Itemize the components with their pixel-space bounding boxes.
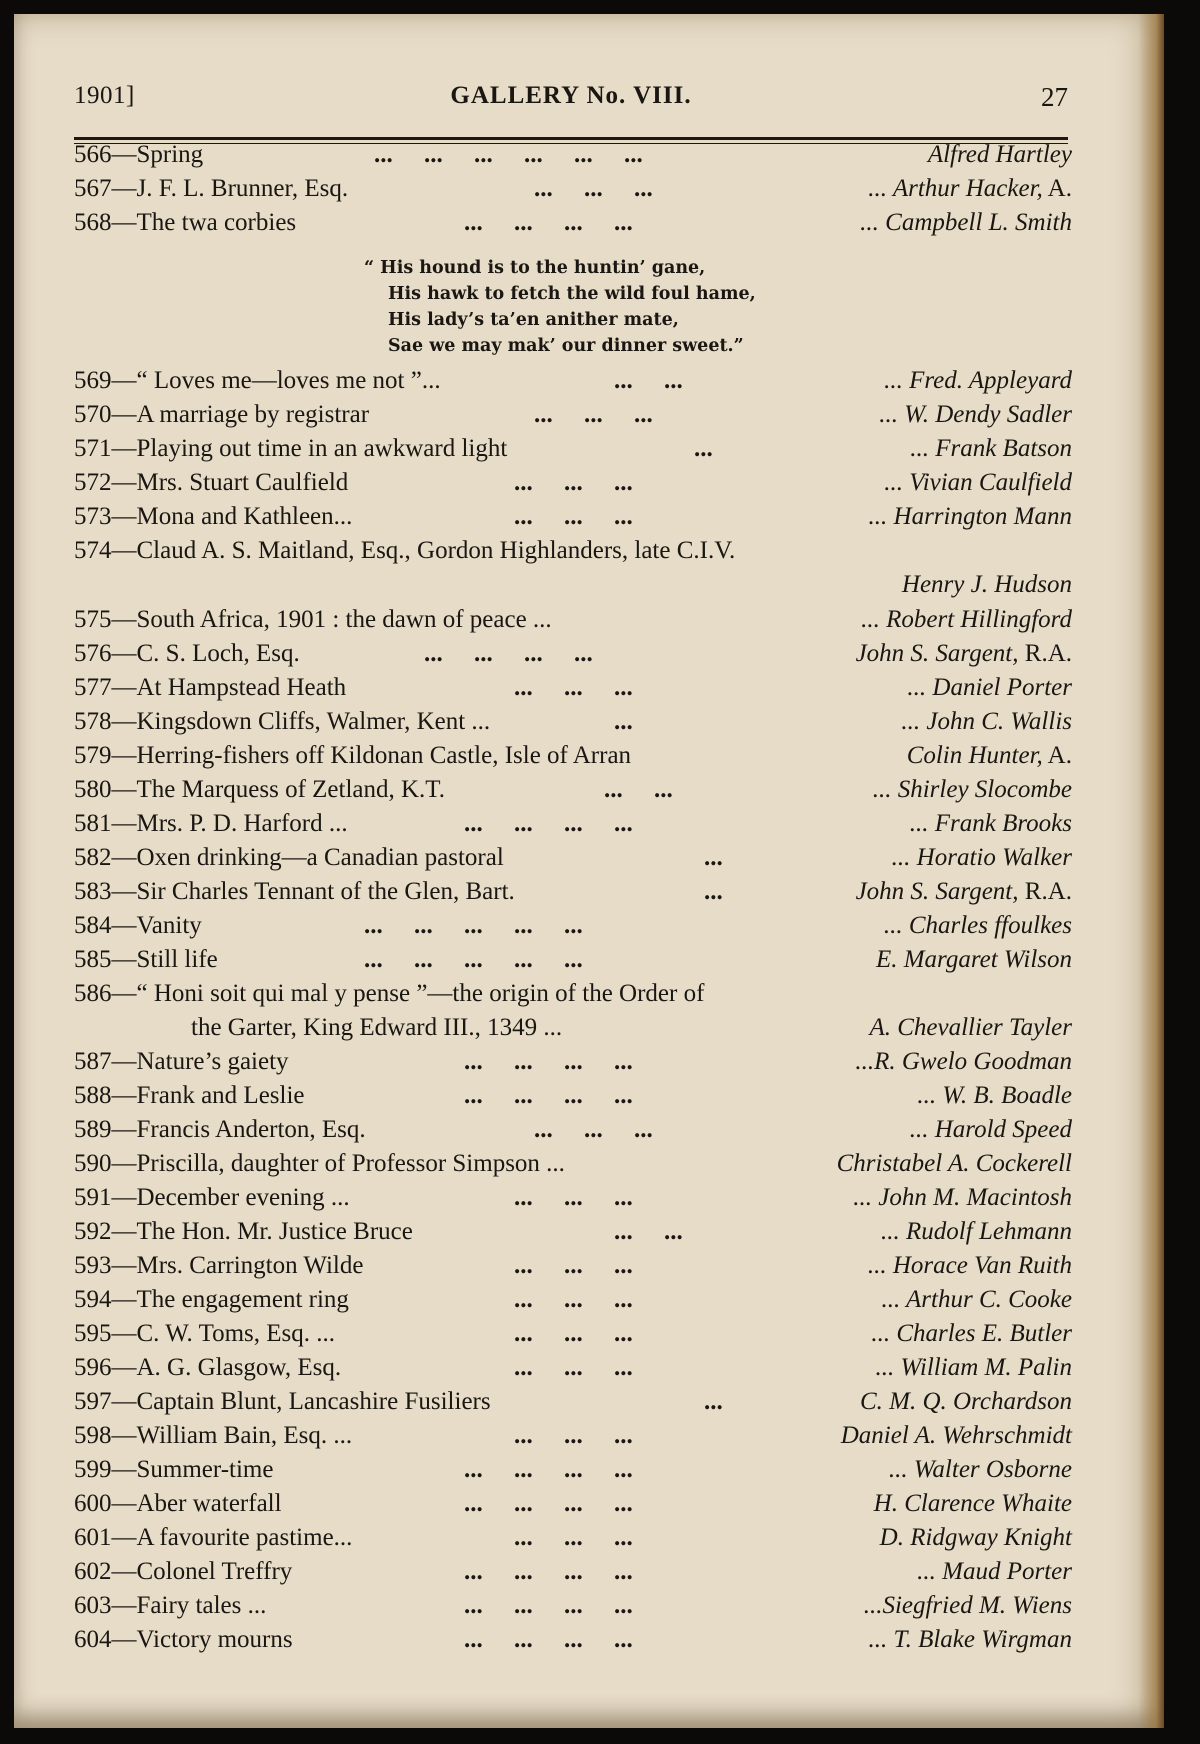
catalogue-entry (74, 980, 1072, 1014)
entry-artist (876, 946, 1072, 974)
quote-line: His lady’s ta’en anither mate, (388, 310, 679, 330)
dot-leaders: ... ... ... ... (464, 810, 633, 837)
catalogue-entry (74, 1388, 1072, 1422)
entry-title: 581—Mrs. P. D. Harford ... (74, 810, 348, 837)
artist-name: ...R. Gwelo Goodman (855, 1048, 1072, 1075)
entry-title: 575—South Africa, 1901 : the dawn of peace ... (74, 606, 552, 633)
entry-artist (892, 844, 1072, 872)
entry-title: 604—Victory mourns (74, 1626, 293, 1653)
artist-name: ... Arthur C. Cooke (881, 1286, 1072, 1313)
entry-title: 566—Spring (74, 141, 204, 168)
dot-leaders: ... ... (614, 1218, 683, 1245)
dot-leaders: ... ... ... ... ... ... (374, 141, 643, 168)
artist-name: ... Campbell L. Smith (860, 209, 1072, 236)
dot-leaders: ... ... ... (514, 469, 633, 496)
catalogue-entry (74, 1252, 1072, 1286)
artist-name: ... Maud Porter (917, 1558, 1072, 1585)
entry-title: 587—Nature’s gaiety (74, 1048, 289, 1075)
entry-title: 591—December evening ... (74, 1184, 350, 1211)
entry-title: 573—Mona and Kathleen... (74, 503, 353, 530)
catalogue-entry (74, 640, 1072, 674)
entry-title: 602—Colonel Treffry (74, 1558, 293, 1585)
catalogue-entry (74, 708, 1072, 742)
entry-artist (928, 141, 1072, 169)
entry-artist (884, 912, 1072, 940)
catalogue-entry (74, 878, 1072, 912)
entry-title: 598—William Bain, Esq. ... (74, 1422, 353, 1449)
catalogue-entry (74, 1116, 1072, 1150)
entry-title: 594—The engagement ring (74, 1286, 349, 1313)
entry-title: 567—J. F. L. Brunner, Esq. (74, 175, 349, 202)
entry-artist (901, 708, 1072, 736)
entry-title: 601—A favourite pastime... (74, 1524, 353, 1551)
artist-name: John S. Sargent, (855, 878, 1019, 905)
entry-artist (910, 435, 1072, 463)
catalogue-entry (74, 1456, 1072, 1490)
artist-name: Henry J. Hudson (901, 571, 1072, 598)
dot-leaders: ... ... ... (514, 1286, 633, 1313)
entry-artist (880, 1524, 1072, 1552)
artist-name: John S. Sargent, (855, 640, 1019, 667)
entry-artist (910, 1116, 1072, 1144)
artist-name: ... Frank Batson (910, 435, 1072, 462)
catalogue-entry (74, 912, 1072, 946)
entry-title: 572—Mrs. Stuart Caulfield (74, 469, 349, 496)
quote-line: His hawk to fetch the wild foul hame, (388, 284, 756, 304)
entry-artist (860, 1388, 1072, 1416)
entry-artist (869, 1014, 1072, 1042)
entry-artist (855, 1048, 1072, 1076)
entry-artist (853, 1184, 1072, 1212)
artist-name: ... Vivian Caulfield (884, 469, 1072, 496)
entry-title: 603—Fairy tales ... (74, 1592, 267, 1619)
artist-name: ... Rudolf Lehmann (881, 1218, 1072, 1245)
entry-artist (917, 1082, 1072, 1110)
dot-leaders: ... ... ... (514, 1320, 633, 1347)
entry-title: 589—Francis Anderton, Esq. (74, 1116, 366, 1143)
header-rule-thick (74, 137, 1068, 140)
entry-title: 599—Summer-time (74, 1456, 274, 1483)
catalogue-entry (74, 401, 1072, 435)
catalogue-entry (74, 946, 1072, 980)
entry-artist (881, 1286, 1072, 1314)
dot-leaders: ... ... ... ... (464, 1082, 633, 1109)
artist-name: Alfred Hartley (927, 141, 1072, 168)
artist-name: ... Harrington Mann (868, 503, 1072, 530)
dot-leaders: ... (694, 435, 713, 462)
entry-artist (910, 810, 1072, 838)
dot-leaders: ... (704, 878, 723, 905)
entry-title: 592—The Hon. Mr. Justice Bruce (74, 1218, 413, 1245)
catalogue-entry (74, 1558, 1072, 1592)
entry-artist (837, 1150, 1072, 1178)
catalogue-page (14, 14, 1164, 1728)
catalogue-entry (74, 1422, 1072, 1456)
dot-leaders: ... ... ... ... (464, 1592, 633, 1619)
entry-artist (889, 1456, 1072, 1484)
entry-title: the Garter, King Edward III., 1349 ... (191, 1014, 563, 1041)
entry-artist (907, 742, 1072, 770)
artist-name: ... John C. Wallis (901, 708, 1072, 735)
catalogue-entry (74, 1150, 1072, 1184)
entry-title: 580—The Marquess of Zetland, K.T. (74, 776, 445, 803)
entry-artist (871, 1320, 1072, 1348)
artist-name: ... Horatio Walker (891, 844, 1072, 871)
catalogue-entry (74, 1592, 1072, 1626)
artist-name: ... Arthur Hacker, (868, 175, 1043, 202)
dot-leaders: ... ... ... (534, 1116, 653, 1143)
artist-honour: A. (1042, 742, 1072, 769)
page-number: 27 (1041, 82, 1068, 112)
entry-title: 590—Priscilla, daughter of Professor Simpson ... (74, 1150, 565, 1177)
catalogue-entry (74, 1184, 1072, 1218)
quote-line: Sae we may mak’ our dinner sweet.” (388, 336, 744, 356)
entry-artist (874, 1490, 1072, 1518)
artist-name: ... Shirley Slocombe (872, 776, 1072, 803)
entry-title: 568—The twa corbies (74, 209, 297, 236)
artist-honour: R.A. (1018, 640, 1072, 667)
dot-leaders: ... ... ... (514, 674, 633, 701)
dot-leaders: ... ... ... (514, 1422, 633, 1449)
catalogue-entry (74, 1218, 1072, 1252)
artist-name: ... Daniel Porter (907, 674, 1072, 701)
quote-line: “ His hound is to the huntin’ gane, (364, 258, 706, 278)
dot-leaders: ... ... ... (534, 401, 653, 428)
artist-name: C. M. Q. Orchardson (859, 1388, 1072, 1415)
entry-artist (875, 1354, 1072, 1382)
catalogue-entry (74, 742, 1072, 776)
dot-leaders: ... ... ... ... ... (364, 912, 583, 939)
entry-artist (902, 571, 1072, 599)
artist-name: A. Chevallier Tayler (869, 1014, 1072, 1041)
dot-leaders: ... ... (614, 367, 683, 394)
artist-name: ...Siegfried M. Wiens (863, 1592, 1072, 1619)
artist-name: ... T. Blake Wirgman (868, 1626, 1072, 1653)
page-edge-shading (1138, 14, 1164, 1728)
artist-name: ... Frank Brooks (909, 810, 1072, 837)
entry-title: 574—Claud A. S. Maitland, Esq., Gordon Highlanders, late C.I.V. (74, 537, 736, 564)
artist-name: D. Ridgway Knight (879, 1524, 1072, 1551)
artist-name: ... W. Dendy Sadler (879, 401, 1072, 428)
artist-name: H. Clarence Whaite (873, 1490, 1072, 1517)
dot-leaders: ... ... ... ... (464, 1048, 633, 1075)
dot-leaders: ... ... ... ... ... (364, 946, 583, 973)
dot-leaders: ... (614, 708, 633, 735)
catalogue-entry (74, 606, 1072, 640)
artist-name: ... Harold Speed (909, 1116, 1072, 1143)
dot-leaders: ... ... ... ... (464, 1456, 633, 1483)
catalogue-entry (74, 209, 1072, 243)
catalogue-entry (74, 537, 1072, 598)
dot-leaders: ... ... ... ... (464, 1626, 633, 1653)
entry-artist (864, 1592, 1072, 1620)
entry-title: 577—At Hampstead Heath (74, 674, 347, 701)
catalogue-entry (74, 776, 1072, 810)
dot-leaders: ... ... ... (514, 1354, 633, 1381)
artist-name: Christabel A. Cockerell (836, 1150, 1072, 1177)
entry-title: 583—Sir Charles Tennant of the Glen, Bart. (74, 878, 515, 905)
dot-leaders: ... (704, 1388, 723, 1415)
entry-artist (869, 1626, 1072, 1654)
entry-artist (856, 640, 1072, 668)
entry-title: 585—Still life (74, 946, 218, 973)
entry-title: 576—C. S. Loch, Esq. (74, 640, 300, 667)
catalogue-entry (74, 141, 1072, 175)
artist-name: ... Fred. Appleyard (884, 367, 1072, 394)
entry-title: 593—Mrs. Carrington Wilde (74, 1252, 364, 1279)
entry-title: 586—“ Honi soit qui mal y pense ”—the origin of the Order of (74, 980, 705, 1007)
entry-title: 600—Aber waterfall (74, 1490, 282, 1517)
entry-title: 584—Vanity (74, 912, 202, 939)
entry-artist (856, 878, 1072, 906)
entry-artist (868, 1252, 1072, 1280)
entry-title: 579—Herring-fishers off Kildonan Castle, Isle of Arran (74, 742, 632, 769)
catalogue-entry (74, 1490, 1072, 1524)
entry-artist (884, 367, 1072, 395)
entry-artist (869, 503, 1072, 531)
verse-quote (364, 255, 844, 359)
artist-name: ... William M. Palin (875, 1354, 1072, 1381)
dot-leaders: ... ... ... ... (464, 1558, 633, 1585)
entry-title: 570—A marriage by registrar (74, 401, 370, 428)
catalogue-entry (74, 469, 1072, 503)
catalogue-entry (74, 1626, 1072, 1660)
dot-leaders: ... ... ... ... (464, 1490, 633, 1517)
entry-title: 571—Playing out time in an awkward light (74, 435, 508, 462)
catalogue-entry (74, 844, 1072, 878)
artist-name: ... Robert Hillingford (861, 606, 1072, 633)
artist-name: ... Charles E. Butler (871, 1320, 1072, 1347)
entry-title: 582—Oxen drinking—a Canadian pastoral (74, 844, 504, 871)
artist-name: Colin Hunter, (906, 742, 1043, 769)
dot-leaders: ... ... ... (514, 1252, 633, 1279)
catalogue-entry (74, 503, 1072, 537)
catalogue-entry (74, 674, 1072, 708)
artist-name: ... John M. Macintosh (853, 1184, 1072, 1211)
entry-title: 569—“ Loves me—loves me not ”... (74, 367, 441, 394)
dot-leaders: ... ... ... ... (424, 640, 593, 667)
artist-name: ... Horace Van Ruith (867, 1252, 1072, 1279)
artist-name: ... Charles ffoulkes (883, 912, 1072, 939)
catalogue-entry (74, 367, 1072, 401)
catalogue-entry (74, 1048, 1072, 1082)
header-year: 1901] (74, 82, 135, 109)
entry-artist (860, 209, 1072, 237)
catalogue-entry (74, 175, 1072, 209)
entry-title: 588—Frank and Leslie (74, 1082, 305, 1109)
dot-leaders: ... ... ... ... (464, 209, 633, 236)
catalogue-entry (74, 1014, 1072, 1048)
catalogue-entry (74, 1354, 1072, 1388)
dot-leaders: ... ... ... (514, 1184, 633, 1211)
artist-name: E. Margaret Wilson (875, 946, 1072, 973)
entry-artist (907, 674, 1072, 702)
entry-title: 597—Captain Blunt, Lancashire Fusiliers (74, 1388, 491, 1415)
entry-artist (879, 401, 1072, 429)
entry-artist (881, 1218, 1072, 1246)
artist-name: ... W. B. Boadle (917, 1082, 1072, 1109)
entry-artist (917, 1558, 1072, 1586)
catalogue-entry (74, 810, 1072, 844)
catalogue-entry (74, 1286, 1072, 1320)
dot-leaders: ... (704, 844, 723, 871)
dot-leaders: ... ... ... (534, 175, 653, 202)
catalogue-entry (74, 1082, 1072, 1116)
catalogue-entry (74, 1320, 1072, 1354)
artist-name: ... Walter Osborne (888, 1456, 1072, 1483)
dot-leaders: ... ... (604, 776, 673, 803)
entry-artist (841, 1422, 1072, 1450)
entry-artist (868, 175, 1072, 203)
catalogue-entry (74, 1524, 1072, 1558)
entry-title: 595—C. W. Toms, Esq. ... (74, 1320, 336, 1347)
entry-artist (884, 469, 1072, 497)
dot-leaders: ... ... ... (514, 1524, 633, 1551)
header-title: GALLERY No. VIII. (450, 82, 692, 109)
entry-title: 596—A. G. Glasgow, Esq. (74, 1354, 342, 1381)
entry-title: 578—Kingsdown Cliffs, Walmer, Kent ... (74, 708, 491, 735)
catalogue-entry (74, 435, 1072, 469)
dot-leaders: ... ... ... (514, 503, 633, 530)
artist-honour: R.A. (1018, 878, 1072, 905)
entry-artist (861, 606, 1072, 634)
running-header (74, 82, 1068, 122)
artist-name: Daniel A. Wehrschmidt (840, 1422, 1072, 1449)
entry-artist (873, 776, 1072, 804)
artist-honour: A. (1042, 175, 1072, 202)
